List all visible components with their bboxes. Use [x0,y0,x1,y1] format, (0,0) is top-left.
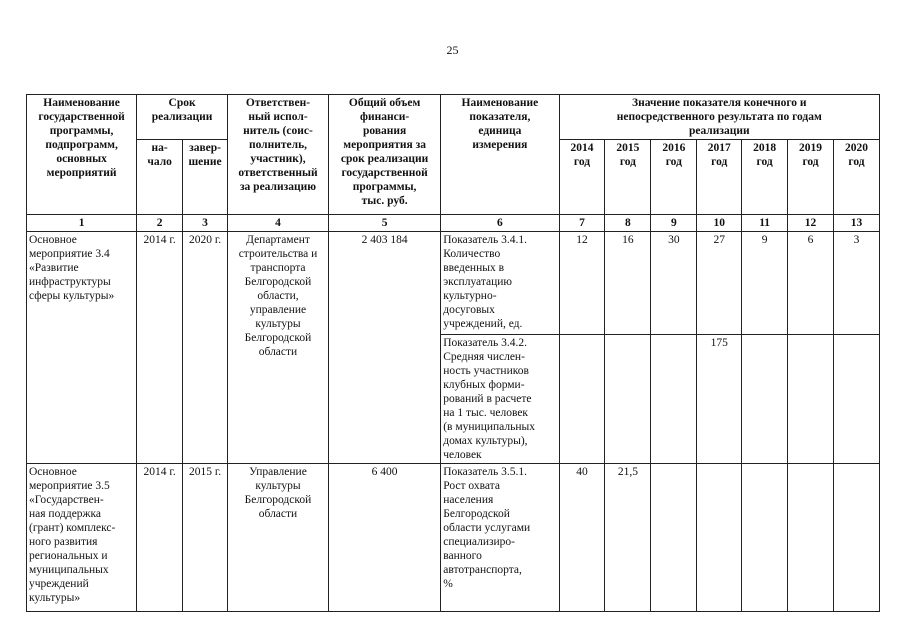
activity-name: Основное мероприятие 3.5 «Государствен- ная поддержка (грант) комплекс- ного развития региональных и муниципальных учреждений культуры» [27,464,137,612]
column-number: 13 [833,215,879,232]
table-row [27,464,880,612]
column-number: 4 [227,215,328,232]
indicator-value: 16 [605,232,651,335]
indicator-value [605,335,651,464]
header-indicator: Наименование показателя, единица измерения [441,95,559,215]
header-year-2015: 2015 год [605,140,651,215]
column-number-row [27,215,880,232]
column-number: 11 [742,215,788,232]
header-start: на- чало [137,140,183,215]
indicator-value: 27 [697,232,742,335]
column-number: 1 [27,215,137,232]
indicator-value: 9 [742,232,788,335]
indicator-value [788,464,834,612]
header-values-group: Значение показателя конечного и непосредственного результата по годам реализации [559,95,879,140]
indicator-value: 3 [833,232,879,335]
indicator-value [788,335,834,464]
header-year-2020: 2020 год [833,140,879,215]
header-year-2016: 2016 год [651,140,697,215]
indicator-text: Показатель 3.4.2. Средняя числен- ность участников клубных форми- рований в расчете на 1 тыс. человек (в муниципальных домах культуры), человек [441,335,559,464]
header-year-2017: 2017 год [697,140,742,215]
header-year-2019: 2019 год [788,140,834,215]
column-number: 12 [788,215,834,232]
indicator-value: 6 [788,232,834,335]
activity-start: 2014 г. [137,464,183,612]
program-table [26,94,880,612]
column-number: 9 [651,215,697,232]
indicator-value [742,335,788,464]
indicator-value: 21,5 [605,464,651,612]
activity-funding: 2 403 184 [328,232,440,464]
header-year-2018: 2018 год [742,140,788,215]
indicator-value: 12 [559,232,605,335]
indicator-value [559,335,605,464]
activity-start: 2014 г. [137,232,183,464]
header-end: завер- шение [183,140,228,215]
column-number: 3 [183,215,228,232]
indicator-value [833,464,879,612]
column-number: 2 [137,215,183,232]
header-program-name: Наименование государственной программы, подпрограмм, основных мероприятий [27,95,137,215]
column-number: 7 [559,215,605,232]
column-number: 10 [697,215,742,232]
page-number: 25 [446,43,459,57]
activity-responsible: Управление культуры Белгородской области [227,464,328,612]
activity-end: 2015 г. [183,464,228,612]
activity-funding: 6 400 [328,464,440,612]
indicator-value [697,464,742,612]
indicator-value [651,464,697,612]
indicator-value: 40 [559,464,605,612]
column-number: 6 [441,215,559,232]
header-responsible: Ответствен- ный испол- нитель (соис- полнитель, участник), ответственный за реализацию [227,95,328,215]
indicator-value [742,464,788,612]
indicator-value: 30 [651,232,697,335]
header-funding: Общий объем финанси- рования мероприятия за срок реализации государственной программы, тыс. руб. [328,95,440,215]
indicator-value [833,335,879,464]
indicator-text: Показатель 3.5.1. Рост охвата населения Белгородской области услугами специализиро- ванного автотранспорта, % [441,464,559,612]
header-period: Срок реализации [137,95,228,140]
activity-name: Основное мероприятие 3.4 «Развитие инфраструктуры сферы культуры» [27,232,137,464]
column-number: 5 [328,215,440,232]
indicator-text: Показатель 3.4.1. Количество введенных в эксплуатацию культурно- досуговых учреждений, ед. [441,232,559,335]
activity-responsible: Департамент строительства и транспорта Белгородской области, управление культуры Белгородской области [227,232,328,464]
column-number: 8 [605,215,651,232]
indicator-value: 175 [697,335,742,464]
header-year-2014: 2014 год [559,140,605,215]
indicator-value [651,335,697,464]
activity-end: 2020 г. [183,232,228,464]
table-row [27,232,880,335]
